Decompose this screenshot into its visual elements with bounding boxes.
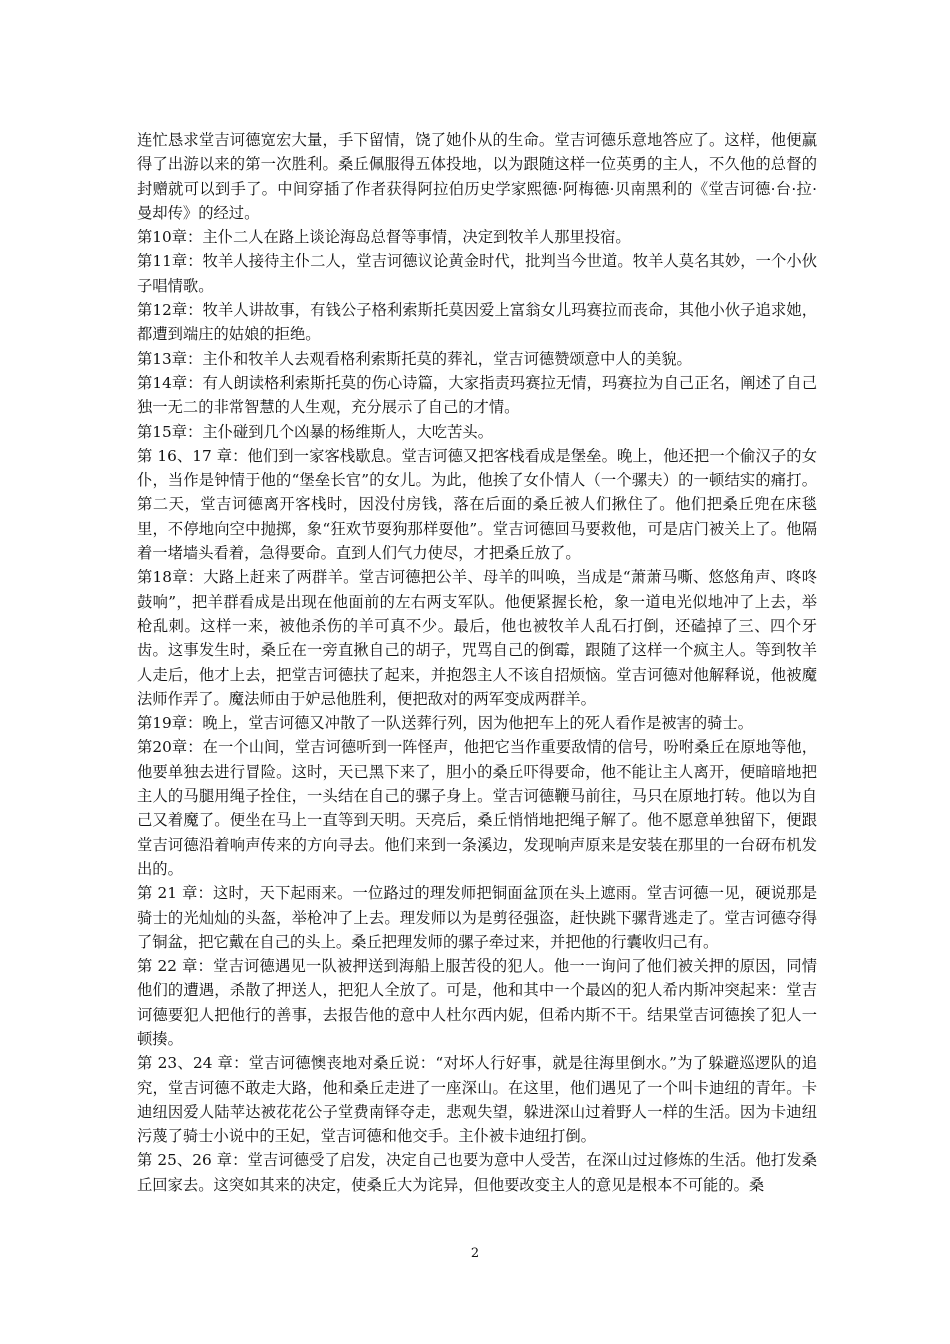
paragraph-chapter-19: 第19章：晚上，堂吉诃德又冲散了一队送葬行列，因为他把车上的死人看作是被害的骑士。	[137, 714, 754, 733]
paragraph-chapter-12: 第12章：牧羊人讲故事，有钱公子格利索斯托莫因爱上富翁女儿玛赛拉而丧命，其他小伙子追求她，都遭到端庄的姑娘的拒绝。	[137, 301, 817, 344]
paragraph-chapter-16-17: 第 16、17 章：他们到一家客栈歇息。堂吉诃德又把客栈看成是堡垒。晚上，他还把一个偷汉子的女仆，当作是钟情于他的“堡垒长官”的女儿。为此，他挨了女仆情人（一个骡夫）的一顿结实的痛打。第二天，堂吉诃德离开客栈时，因没付房钱，落在后面的桑丘被人们揪住了。他们把桑丘兜在床毯里，不停地向空中抛掷，象“狂欢节耍狗那样耍他”。堂吉诃德回马要救他，可是店门被关上了。他隔着一堵墙头看着，急得要命。直到人们气力使尽，才把桑丘放了。	[137, 446, 817, 563]
paragraph-chapter-13: 第13章：主仆和牧羊人去观看格利索斯托莫的葬礼，堂吉诃德赞颂意中人的美貌。	[137, 349, 692, 368]
page-number: 2	[470, 1246, 480, 1261]
paragraph-chapter-21: 第 21 章：这时，天下起雨来。一位路过的理发师把铜面盆顶在头上遮雨。堂吉诃德一见，硬说那是骑士的光灿灿的头盔，举枪冲了上去。理发师以为是剪径强盗，赶快跳下骡背逃走了。堂吉诃德夺得了铜盆，把它戴在自己的头上。桑丘把理发师的骡子牵过来，并把他的行囊收归己有。	[137, 884, 817, 951]
paragraph-chapter-11: 第11章：牧羊人接待主仆二人，堂吉诃德议论黄金时代，批判当今世道。牧羊人莫名其妙，一个小伙子唱情歌。	[137, 252, 817, 295]
paragraph-chapter-15: 第15章：主仆碰到几个凶暴的杨维斯人，大吃苦头。	[137, 422, 493, 441]
paragraph-chapter-18: 第18章：大路上赶来了两群羊。堂吉诃德把公羊、母羊的叫唤，当成是“萧萧马嘶、悠悠角声、咚咚鼓响”，把羊群看成是出现在他面前的左右两支军队。他便紧握长枪，象一道电光似地冲了上去，举枪乱刺。这样一来，被他杀伤的羊可真不少。最后，他也被牧羊人乱石打倒，还磕掉了三、四个牙齿。这事发生时，桑丘在一旁直揪自己的胡子，咒骂自己的倒霉，跟随了这样一个疯主人。等到牧羊人走后，他才上去，把堂吉诃德扶了起来，并抱怨主人不该自招烦恼。堂吉诃德对他解释说，他被魔法师作弄了。魔法师由于妒忌他胜利，便把敌对的两军变成两群羊。	[137, 568, 817, 708]
paragraph-chapter-23-24: 第 23、24 章：堂吉诃德懊丧地对桑丘说：“对坏人行好事，就是往海里倒水。”为了躲避巡逻队的追究，堂吉诃德不敢走大路，他和桑丘走进了一座深山。在这里，他们遇见了一个叫卡迪纽的青年。卡迪纽因爱人陆苹达被花花公子堂费南铎夺走，悲观失望，躲进深山过着野人一样的生活。因为卡迪纽污蔑了骑士小说中的王妃，堂吉诃德和他交手。主仆被卡迪纽打倒。	[137, 1054, 817, 1146]
paragraph-chapter-22: 第 22 章：堂吉诃德遇见一队被押送到海船上服苦役的犯人。他一一询问了他们被关押的原因，同情他们的遭遇，杀散了押送人，把犯人全放了。可是，他和其中一个最凶的犯人希内斯冲突起来：堂吉诃德要犯人把他行的善事，去报告他的意中人杜尔西内妮，但希内斯不干。结果堂吉诃德挨了犯人一顿揍。	[137, 957, 817, 1048]
paragraph-chapter-25-26: 第 25、26 章：堂吉诃德受了启发，决定自己也要为意中人受苦，在深山过过修炼的生活。他打发桑丘回家去。这突如其来的决定，使桑丘大为诧异，但他要改变主人的意见是根本不可能的。桑	[137, 1151, 817, 1194]
paragraph-chapter-10: 第10章：主仆二人在路上谈论海岛总督等事情，决定到牧羊人那里投宿。	[137, 228, 631, 247]
paragraph-chapter-20: 第20章：在一个山间，堂吉诃德听到一阵怪声，他把它当作重要敌情的信号，吩咐桑丘在原地等他，他要单独去进行冒险。这时，天已黑下来了，胆小的桑丘吓得要命，他不能让主人离开，便暗暗地把主人的马腿用绳子拴住，一头结在自己的骡子身上。堂吉诃德鞭马前往，马只在原地打转。他以为自己又着魔了。便坐在马上一直等到天明。天亮后，桑丘悄悄地把绳子解了。他不愿意单独留下，便跟堂吉诃德沿着响声传来的方向寻去。他们来到一条溪边，发现响声原来是安装在那里的一台砑布机发出的。	[137, 738, 817, 878]
paragraph-continuation: 连忙恳求堂吉诃德宽宏大量，手下留情，饶了她仆从的生命。堂吉诃德乐意地答应了。这样，他便赢得了出游以来的第一次胜利。桑丘佩服得五体投地，以为跟随这样一位英勇的主人，不久他的总督的封赠就可以到手了。中间穿插了作者获得阿拉伯历史学家熙德·阿梅德·贝南黑利的《堂吉诃德·台·拉·曼却传》的经过。	[137, 131, 817, 222]
paragraph-chapter-14: 第14章：有人朗读格利索斯托莫的伤心诗篇，大家指责玛赛拉无情，玛赛拉为自己正名，阐述了自己独一无二的非常智慧的人生观，充分展示了自己的才情。	[137, 373, 817, 417]
page-body	[137, 128, 817, 1197]
